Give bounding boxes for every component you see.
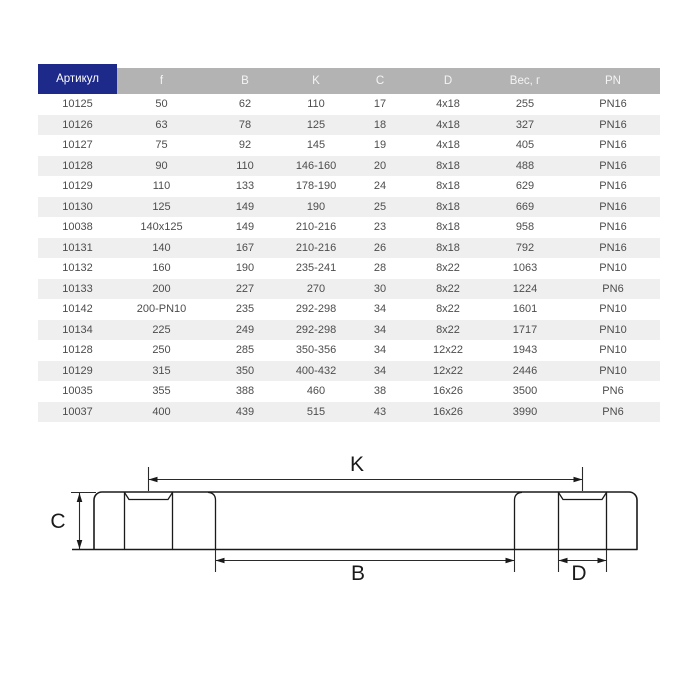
table-cell: 90	[155, 159, 168, 172]
table-cell: PN16	[599, 98, 627, 110]
table-cell: 270	[306, 282, 326, 295]
table-row	[38, 299, 660, 320]
table-cell: 4x18	[436, 139, 460, 151]
table-cell: 400	[152, 405, 171, 418]
table-cell: 8x22	[436, 262, 460, 274]
table-cell: 225	[152, 323, 171, 336]
table-cell: 405	[515, 139, 535, 151]
table-cell: PN16	[599, 200, 627, 213]
table-cell: 3990	[512, 405, 538, 418]
table-cell: 62	[238, 98, 252, 110]
table-cell: 292-298	[295, 323, 337, 336]
table-cell: PN16	[599, 221, 627, 233]
table-cell: 8x18	[436, 241, 460, 254]
table-cell: PN10	[599, 262, 627, 274]
table-body	[38, 94, 660, 422]
table-cell: 460	[306, 385, 326, 397]
table-cell: 160	[152, 262, 171, 274]
table-cell: 10035	[62, 385, 93, 397]
table-cell: 400-432	[295, 364, 337, 377]
table-cell: 285	[235, 344, 255, 356]
table-row	[38, 238, 660, 259]
column-header: D	[412, 68, 484, 94]
table-cell: 34	[373, 303, 387, 315]
table-cell: 26	[373, 241, 387, 254]
table-cell: 23	[373, 221, 387, 233]
table-cell: 250	[152, 344, 171, 356]
table-cell: 327	[515, 118, 535, 131]
table-cell: 958	[515, 221, 535, 233]
table-cell: 190	[306, 200, 326, 213]
table-cell: 28	[373, 262, 387, 274]
table-cell: 10128	[62, 344, 93, 356]
table-cell: 350-356	[295, 344, 337, 356]
table-row	[38, 217, 660, 238]
table-cell: 30	[373, 282, 387, 295]
table-cell: 140x125	[140, 221, 183, 233]
table-row	[38, 402, 660, 423]
table-cell: 190	[235, 262, 255, 274]
table-cell: 20	[373, 159, 387, 172]
table-row	[38, 156, 660, 177]
table-cell: PN6	[602, 405, 624, 418]
arrow-left-icon	[149, 477, 158, 483]
table-row	[38, 258, 660, 279]
table-cell: 10134	[62, 323, 93, 336]
table-cell: PN16	[599, 118, 627, 131]
table-cell: 10131	[62, 241, 93, 254]
table-cell: 10129	[62, 180, 93, 192]
flange-technical-drawing	[0, 430, 700, 600]
table-cell: 10142	[62, 303, 93, 315]
left-bolt-hole	[125, 492, 173, 550]
table-cell: 18	[373, 118, 387, 131]
table-cell: 110	[307, 98, 325, 110]
flange-body-outline	[72, 492, 637, 550]
table-cell: 12x22	[433, 344, 463, 356]
arrow-right-icon	[598, 558, 607, 564]
table-cell: 10128	[62, 159, 93, 172]
table-cell: 210-216	[295, 221, 337, 233]
table-row	[38, 279, 660, 300]
table-cell: 8x18	[436, 180, 460, 192]
column-header: K	[284, 68, 348, 94]
table-cell: 10126	[62, 118, 93, 131]
table-cell: 200	[152, 282, 171, 295]
table-cell: 1943	[512, 344, 538, 356]
table-cell: 629	[515, 180, 535, 192]
table-cell: PN10	[599, 323, 627, 336]
table-cell: 34	[373, 323, 387, 336]
table-cell: 2446	[512, 364, 538, 377]
column-header: C	[348, 68, 412, 94]
table-cell: 110	[152, 180, 171, 192]
table-cell: 235-241	[295, 262, 337, 274]
dimension-label-K: K	[349, 453, 365, 476]
dimension-label-C: C	[50, 510, 66, 533]
dimension-C	[50, 493, 96, 550]
table-cell: 255	[515, 98, 535, 110]
table-cell: 8x18	[436, 200, 460, 213]
table-cell: 488	[515, 159, 535, 172]
table-cell: 227	[235, 282, 255, 295]
column-header: PN	[566, 68, 660, 94]
table-cell: 1224	[512, 282, 538, 295]
table-cell: 10038	[62, 221, 93, 233]
table-cell: 10125	[62, 98, 93, 110]
table-row	[38, 340, 660, 361]
flange-spec-table	[38, 64, 660, 422]
table-cell: 125	[152, 200, 171, 213]
table-cell: 140	[152, 241, 171, 254]
table-cell: 75	[155, 139, 168, 151]
table-cell: 3500	[512, 385, 538, 397]
table-cell: 43	[373, 405, 387, 418]
table-cell: 210-216	[295, 241, 337, 254]
table-row	[38, 381, 660, 402]
table-cell: 17	[373, 98, 387, 110]
table-cell: 178-190	[295, 180, 337, 192]
table-cell: 8x22	[436, 303, 460, 315]
table-row	[38, 320, 660, 341]
table-cell: 10129	[62, 364, 93, 377]
table-cell: 8x18	[436, 221, 460, 233]
arrow-left-icon	[216, 558, 225, 564]
table-cell: 92	[238, 139, 252, 151]
table-cell: PN10	[599, 344, 627, 356]
table-cell: 125	[306, 118, 326, 131]
table-cell: 8x18	[436, 159, 460, 172]
table-cell: 249	[235, 323, 255, 336]
table-cell: 19	[373, 139, 387, 151]
table-cell: 145	[306, 139, 326, 151]
arrow-down-icon	[77, 540, 83, 549]
table-cell: 133	[235, 180, 255, 192]
table-cell: 388	[235, 385, 255, 397]
table-cell: 792	[515, 241, 535, 254]
table-cell: PN16	[599, 241, 627, 254]
table-header-row	[38, 64, 660, 94]
table-row	[38, 135, 660, 156]
bore-edges	[208, 492, 522, 549]
table-cell: 50	[155, 98, 168, 110]
table-cell: 149	[235, 221, 255, 233]
arrow-left-icon	[559, 558, 568, 564]
table-cell: 16x26	[433, 385, 463, 397]
dimension-label-B: B	[350, 562, 366, 585]
dimension-K	[149, 453, 583, 491]
table-cell: PN10	[599, 303, 627, 315]
table-row	[38, 361, 660, 382]
table-cell: 12x22	[433, 364, 463, 377]
table-cell: 110	[236, 159, 254, 172]
table-cell: 10130	[62, 200, 93, 213]
table-cell: 34	[373, 364, 387, 377]
table-cell: 34	[373, 344, 387, 356]
table-cell: 10133	[62, 282, 93, 295]
table-cell: 25	[373, 200, 387, 213]
dimension-label-D: D	[571, 562, 587, 585]
table-cell: 78	[238, 118, 252, 131]
table-cell: 146-160	[295, 159, 337, 172]
table-cell: 8x22	[436, 282, 460, 295]
table-cell: PN16	[599, 139, 627, 151]
right-bolt-hole	[559, 492, 607, 550]
table-cell: PN10	[599, 364, 627, 377]
table-cell: 8x22	[436, 323, 460, 336]
table-row	[38, 176, 660, 197]
table-row	[38, 94, 660, 115]
table-cell: 63	[155, 118, 168, 131]
arrow-right-icon	[574, 477, 583, 483]
column-header: B	[206, 68, 284, 94]
table-cell: PN16	[599, 159, 627, 172]
table-cell: 355	[152, 385, 171, 397]
table-cell: PN6	[602, 282, 624, 295]
table-cell: 292-298	[295, 303, 337, 315]
table-cell: 24	[373, 180, 387, 192]
dimension-B	[216, 550, 515, 585]
table-cell: 439	[235, 405, 255, 418]
table-cell: 235	[235, 303, 255, 315]
table-cell: 1717	[512, 323, 538, 336]
table-cell: 167	[235, 241, 255, 254]
table-cell: 200-PN10	[136, 303, 187, 315]
table-cell: 10127	[62, 139, 93, 151]
table-cell: 10037	[62, 405, 93, 418]
table-cell: PN16	[599, 180, 627, 192]
arrow-up-icon	[77, 493, 83, 502]
table-cell: 669	[515, 200, 535, 213]
table-cell: 350	[235, 364, 255, 377]
table-cell: 16x26	[433, 405, 463, 418]
table-cell: 315	[152, 364, 171, 377]
table-cell: 4x18	[436, 118, 460, 131]
column-header: f	[117, 68, 206, 94]
table-cell: 1601	[512, 303, 538, 315]
table-cell: PN6	[602, 385, 624, 397]
column-header: Артикул	[38, 64, 117, 94]
table-cell: 149	[235, 200, 255, 213]
table-cell: 1063	[512, 262, 538, 274]
arrow-right-icon	[506, 558, 515, 564]
table-cell: 4x18	[436, 98, 460, 110]
table-row	[38, 197, 660, 218]
table-cell: 10132	[62, 262, 93, 274]
table-cell: 38	[373, 385, 387, 397]
table-row	[38, 115, 660, 136]
table-cell: 515	[306, 405, 326, 418]
dimension-D	[559, 550, 607, 585]
column-header: Вес, г	[484, 68, 566, 94]
